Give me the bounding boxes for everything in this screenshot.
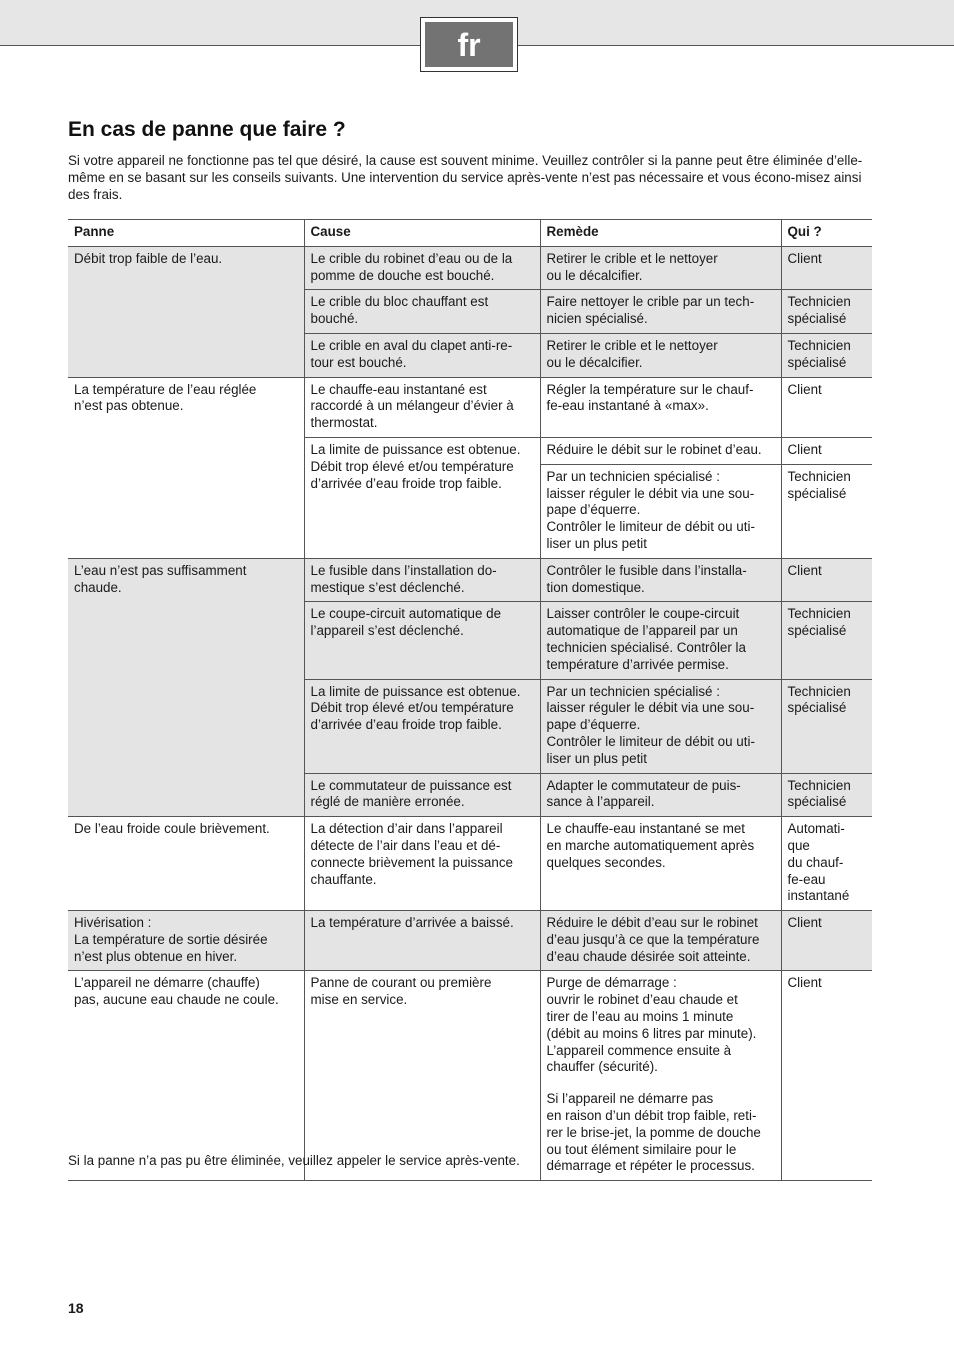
cell-remede: Adapter le commutateur de puis- sance à l’appareil.: [540, 773, 781, 817]
cell-remede: Faire nettoyer le crible par un tech- nicien spécialisé.: [540, 290, 781, 334]
cell-remede: Contrôler le fusible dans l’installa- tion domestique.: [540, 558, 781, 602]
header-cause: Cause: [304, 220, 540, 247]
table-row: [68, 377, 872, 437]
table-row: [68, 971, 872, 1181]
cell-cause: Le fusible dans l’installation do- mestique s’est déclenché.: [304, 558, 540, 602]
cell-qui: Technicien spécialisé: [781, 333, 872, 377]
cell-qui: Client: [781, 246, 872, 290]
table-row: [68, 558, 872, 602]
cell-panne: L’eau n’est pas suffisamment chaude.: [68, 558, 304, 816]
page-title: En cas de panne que faire ?: [68, 118, 346, 141]
cell-remede: Par un technicien spécialisé : laisser réguler le débit via une sou- pape d’équerre. Contrôler le limiteur de débit ou uti- liser un plus petit: [540, 464, 781, 558]
cell-qui: Client: [781, 558, 872, 602]
cell-remede: Par un technicien spécialisé : laisser réguler le débit via une sou- pape d’équerre. Contrôler le limiteur de débit ou uti- liser un plus petit: [540, 679, 781, 773]
cell-remede: Réduire le débit d’eau sur le robinet d’eau jusqu’à ce que la température d’eau chaude désirée soit atteinte.: [540, 911, 781, 971]
fault-group: [68, 817, 872, 911]
fault-group: [68, 246, 872, 377]
cell-cause: Le crible du bloc chauffant est bouché.: [304, 290, 540, 334]
cell-cause: La détection d’air dans l’appareil détecte de l’air dans l’eau et dé- connecte brièvement la puissance chauffante.: [304, 817, 540, 911]
cell-qui: Technicien spécialisé: [781, 602, 872, 679]
troubleshooting-table: [68, 219, 872, 1181]
cell-qui: Technicien spécialisé: [781, 679, 872, 773]
table-row: [68, 911, 872, 971]
cell-cause: Le commutateur de puissance est réglé de manière erronée.: [304, 773, 540, 817]
cell-remede: Retirer le crible et le nettoyer ou le décalcifier.: [540, 333, 781, 377]
cell-remede: Retirer le crible et le nettoyer ou le décalcifier.: [540, 246, 781, 290]
cell-cause: Panne de courant ou première mise en service.: [304, 971, 540, 1181]
cell-remede: Le chauffe-eau instantané se met en marche automatiquement après quelques secondes.: [540, 817, 781, 911]
table-row: [68, 817, 872, 911]
header-panne: Panne: [68, 220, 304, 247]
table-row: [68, 246, 872, 290]
cell-panne: Hivérisation : La température de sortie désirée n’est plus obtenue en hiver.: [68, 911, 304, 971]
cell-cause: Le crible en aval du clapet anti-re- tour est bouché.: [304, 333, 540, 377]
remede-paragraph: Si l’appareil ne démarre pas en raison d’un débit trop faible, reti- rer le brise-jet, la pomme de douche ou tout élément similaire pour le démarrage et répéter le processus.: [546, 1091, 761, 1174]
cell-qui: Technicien spécialisé: [781, 773, 872, 817]
cell-remede: Régler la température sur le chauf- fe-eau instantané à «max».: [540, 377, 781, 437]
cell-qui: Client: [781, 437, 872, 464]
cell-cause: Le chauffe-eau instantané est raccordé à un mélangeur d’évier à thermostat.: [304, 377, 540, 437]
language-badge: [420, 17, 518, 72]
cell-panne: La température de l’eau réglée n’est pas obtenue.: [68, 377, 304, 558]
cell-cause: Le coupe-circuit automatique de l’appareil s’est déclenché.: [304, 602, 540, 679]
cell-cause: Le crible du robinet d’eau ou de la pomme de douche est bouché.: [304, 246, 540, 290]
cell-qui: Automati- que du chauf- fe-eau instantané: [781, 817, 872, 911]
cell-panne: De l’eau froide coule brièvement.: [68, 817, 304, 911]
cell-panne: L’appareil ne démarre (chauffe) pas, aucune eau chaude ne coule.: [68, 971, 304, 1181]
header-qui: Qui ?: [781, 220, 872, 247]
cell-qui: Technicien spécialisé: [781, 464, 872, 558]
remede-paragraph: Purge de démarrage : ouvrir le robinet d’eau chaude et tirer de l’eau au moins 1 minute (débit au moins 6 litres par minute). L’appareil commence ensuite à chauffer (sécurité).: [546, 975, 757, 1075]
cell-cause: La limite de puissance est obtenue. Débit trop élevé et/ou température d’arrivée d’eau froide trop faible.: [304, 437, 540, 558]
cell-remede: [540, 971, 781, 1181]
fault-group: [68, 558, 872, 816]
table-header-row: [68, 220, 872, 247]
cell-remede: Réduire le débit sur le robinet d’eau.: [540, 437, 781, 464]
cell-cause: La température d’arrivée a baissé.: [304, 911, 540, 971]
cell-qui: Client: [781, 911, 872, 971]
cell-qui: Client: [781, 377, 872, 437]
language-badge-label: fr: [425, 22, 513, 67]
cell-remede: Laisser contrôler le coupe-circuit automatique de l’appareil par un technicien spécialisé. Contrôler la température d’arrivée permise.: [540, 602, 781, 679]
fault-group: [68, 971, 872, 1181]
header-remede: Remède: [540, 220, 781, 247]
fault-group: [68, 911, 872, 971]
intro-paragraph: Si votre appareil ne fonctionne pas tel que désiré, la cause est souvent minime. Veuillez contrôler si la panne peut être éliminée d’elle-même en se basant sur les conseils suivants. Une intervention du service après-vente n’est pas nécessaire et vous écono-misez ainsi des frais.: [68, 153, 863, 202]
page-number: 18: [68, 1300, 84, 1316]
cell-qui: Client: [781, 971, 872, 1181]
footer-note: Si la panne n’a pas pu être éliminée, veuillez appeler le service après-vente.: [68, 1153, 520, 1168]
fault-group: [68, 377, 872, 558]
cell-panne: Débit trop faible de l’eau.: [68, 246, 304, 377]
cell-cause: La limite de puissance est obtenue. Débit trop élevé et/ou température d’arrivée d’eau froide trop faible.: [304, 679, 540, 773]
cell-qui: Technicien spécialisé: [781, 290, 872, 334]
